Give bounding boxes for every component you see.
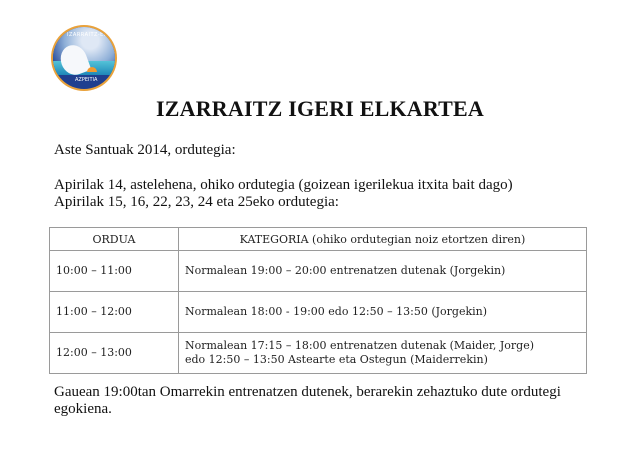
cell-time: 11:00 – 12:00	[50, 292, 179, 333]
table-row	[50, 333, 587, 374]
page-title: IZARRAITZ IGERI ELKARTEA	[156, 96, 484, 121]
category-line: edo 12:50 – 13:50 Astearte eta Ostegun (Maiderrekin)	[185, 353, 488, 366]
intro-heading: Aste Santuak 2014, ordutegia:	[54, 142, 236, 158]
cell-time: 10:00 – 11:00	[50, 251, 179, 292]
category-line: Normalean 19:00 – 20:00 entrenatzen dutenak (Jorgekin)	[185, 264, 506, 277]
logo-bottom-text: AZPEITIA	[75, 77, 98, 83]
cell-category	[179, 333, 587, 374]
logo-top-text: IZARRAITZ-EA	[67, 32, 108, 38]
logo-sun-icon	[87, 67, 97, 72]
intro-line-april-14: Apirilak 14, astelehena, ohiko ordutegia (goizean igerilekua itxita bait dago)	[54, 177, 513, 193]
category-line: Normalean 18:00 - 19:00 edo 12:50 – 13:50 (Jorgekin)	[185, 305, 488, 318]
category-line: Normalean 17:15 – 18:00 entrenatzen dutenak (Maider, Jorge)	[185, 339, 535, 352]
header-time: ORDUA	[50, 228, 179, 251]
table-row	[50, 251, 587, 292]
cell-category	[179, 251, 587, 292]
table-header-row	[50, 228, 587, 251]
intro-line-april-dates: Apirilak 15, 16, 22, 23, 24 eta 25eko ordutegia:	[54, 194, 339, 210]
table-row	[50, 292, 587, 333]
cell-time: 12:00 – 13:00	[50, 333, 179, 374]
cell-category	[179, 292, 587, 333]
club-logo	[53, 27, 115, 89]
header-category: KATEGORIA (ohiko ordutegian noiz etortzen diren)	[179, 228, 587, 251]
footer-note: Gauean 19:00tan Omarrekin entrenatzen dutenek, berarekin zehaztuko dute ordutegi egokiena.	[54, 384, 561, 417]
schedule-table	[49, 227, 587, 374]
